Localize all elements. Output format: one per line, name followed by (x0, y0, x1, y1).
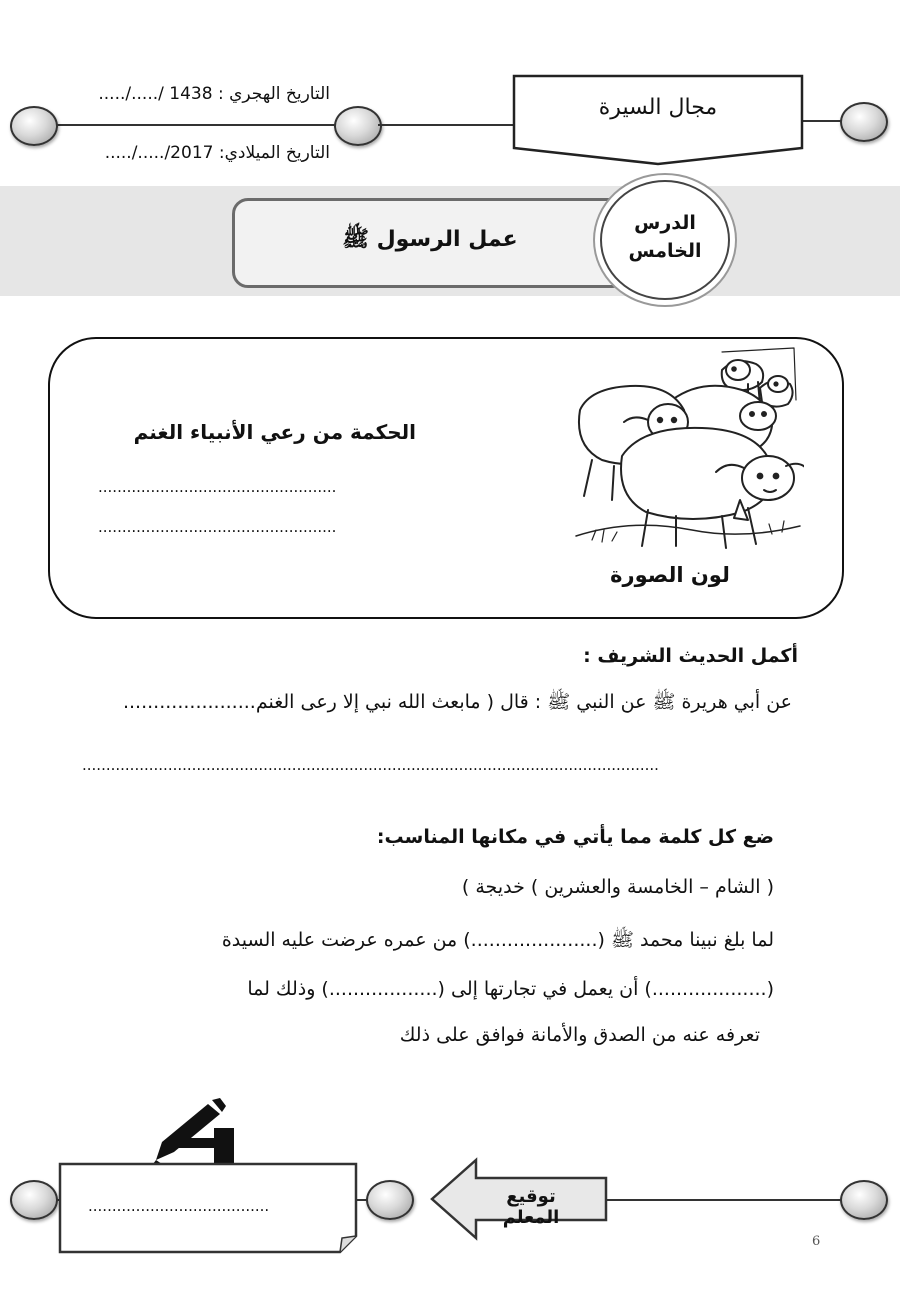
page-number: 6 (812, 1234, 821, 1249)
hadith-blank[interactable]: ...................... (122, 691, 256, 713)
domain-title: مجال السيرة (598, 95, 718, 120)
footer-right-rule (600, 1199, 846, 1201)
header-right-rule-a (378, 124, 518, 126)
fill-line-3: تعرفه عنه من الصدق والأمانة فوافق على ذلك (399, 1024, 760, 1046)
hijri-date-label: التاريخ الهجري : (217, 84, 330, 104)
hijri-date-value: ...../...../ 1438 (98, 84, 213, 104)
domain-title-shape (512, 74, 804, 166)
lesson-title: عمل الرسول ﷺ (342, 227, 518, 252)
word-bank: ( الشام – الخامسة والعشرين ) خديجة ) (461, 876, 774, 898)
teacher-signature-label: توقيع المعلم (502, 1186, 560, 1228)
gregorian-date-value: ...../...../2017 (104, 143, 214, 163)
gregorian-date (50, 143, 330, 163)
pen-signature-icon (148, 1098, 240, 1168)
fill-line-1[interactable]: لما بلغ نبينا محمد ﷺ (.....................) من عمره عرضت عليه السيدة (221, 929, 774, 951)
header-right-knob (840, 102, 888, 142)
hadith-continuation-line[interactable]: ......................................................................................................................... (82, 756, 659, 774)
hadith-line (60, 690, 792, 718)
lesson-number-badge (600, 180, 730, 300)
sheep-illustration[interactable] (572, 340, 804, 562)
header-left-rule (40, 124, 380, 126)
footer-right-knob (840, 1180, 888, 1220)
hadith-text: عن أبي هريرة ﷺ عن النبي ﷺ : قال ( مابعث الله نبي إلا رعى الغنم (255, 691, 792, 713)
hadith-heading: أكمل الحديث الشريف : (583, 645, 798, 667)
answer-line-2[interactable]: .................................................. (98, 518, 337, 536)
header-left-knob (10, 106, 58, 146)
footer-left-knob (10, 1180, 58, 1220)
lesson-number-line2: الخامس (628, 240, 702, 262)
lesson-number-line1: الدرس (634, 212, 696, 234)
lesson-title-box (232, 198, 628, 288)
fill-heading: ضع كل كلمة مما يأتي في مكانها المناسب: (376, 826, 774, 848)
header-middle-knob (334, 106, 382, 146)
hijri-date (50, 84, 330, 104)
activity-question: الحكمة من رعي الأنبياء الغنم (133, 420, 416, 444)
footer-middle-knob (366, 1180, 414, 1220)
answer-line-1[interactable]: .................................................. (98, 478, 337, 496)
gregorian-date-label: التاريخ الميلادي: (218, 143, 330, 163)
fill-line-2[interactable]: (...................) أن يعمل في تجارتها إلى (..................) وذلك لما (247, 978, 774, 1000)
signature-line[interactable]: ...................................... (88, 1197, 270, 1215)
image-caption: لون الصورة (610, 563, 730, 587)
